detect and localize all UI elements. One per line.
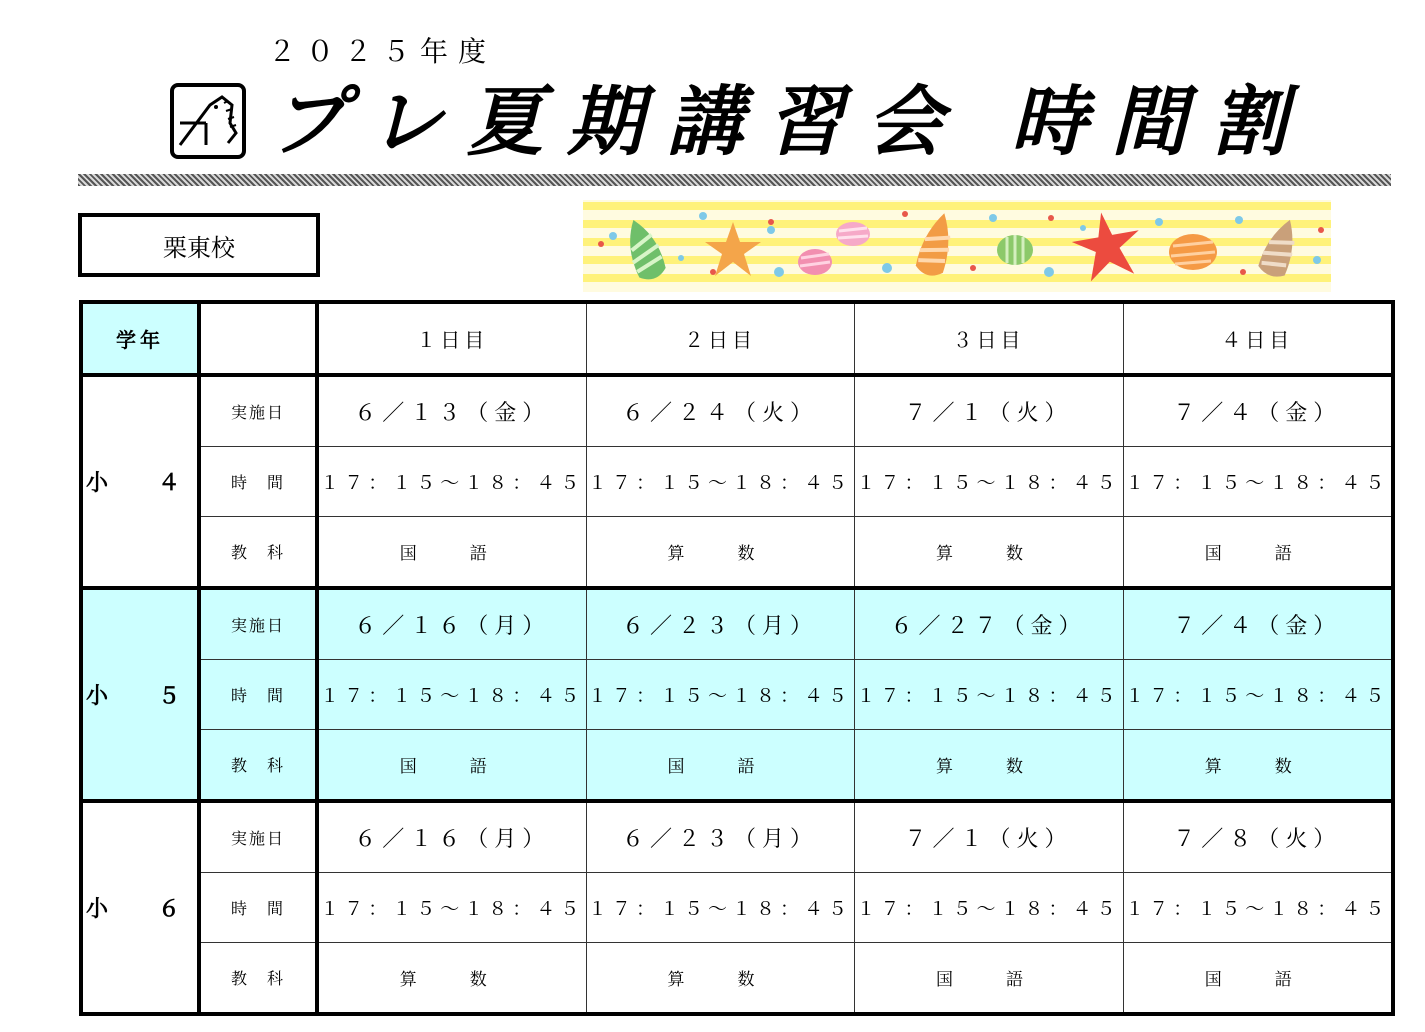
time-cell: １７：１５～１８：４５ — [1123, 660, 1393, 730]
time-cell: １７：１５～１８：４５ — [1123, 873, 1393, 943]
subject-cell: 国 語 — [586, 730, 854, 802]
subject-cell: 算 数 — [586, 517, 854, 589]
row-label-header — [199, 302, 317, 375]
time-cell: １７：１５～１８：４５ — [317, 660, 586, 730]
school-name: 栗東校 — [163, 233, 235, 262]
subject-cell: 国 語 — [1123, 943, 1393, 1015]
horse-logo-icon — [170, 83, 246, 159]
date-cell: ６／２３（月） — [586, 801, 854, 873]
subject-cell: 算 数 — [854, 517, 1123, 589]
time-cell: １７：１５～１８：４５ — [586, 660, 854, 730]
date-cell: ６／２４（火） — [586, 375, 854, 447]
row-label-time: 時 間 — [199, 660, 317, 730]
table-row — [81, 943, 1393, 1015]
date-cell: ７／１（火） — [854, 375, 1123, 447]
row-label-date: 実施日 — [199, 375, 317, 447]
row-label-time: 時 間 — [199, 447, 317, 517]
header-divider — [78, 174, 1391, 186]
time-cell: １７：１５～１８：４５ — [1123, 447, 1393, 517]
time-cell: １７：１５～１８：４５ — [854, 447, 1123, 517]
subject-cell: 算 数 — [586, 943, 854, 1015]
day-header: ３日目 — [854, 302, 1123, 375]
subject-cell: 算 数 — [854, 730, 1123, 802]
day-header: ４日目 — [1123, 302, 1393, 375]
date-cell: ６／１３（金） — [317, 375, 586, 447]
table-row — [81, 730, 1393, 802]
school-name-box — [78, 213, 320, 277]
time-cell: １７：１５～１８：４５ — [317, 873, 586, 943]
row-label-subject: 教 科 — [199, 943, 317, 1015]
time-cell: １７：１５～１８：４５ — [586, 873, 854, 943]
time-cell: １７：１５～１８：４５ — [854, 873, 1123, 943]
grade-label: 小 ５ — [81, 588, 199, 801]
grade-label: 小 ６ — [81, 801, 199, 1014]
subject-cell: 算 数 — [1123, 730, 1393, 802]
day-header: １日目 — [317, 302, 586, 375]
subject-cell: 国 語 — [317, 730, 586, 802]
grade-header: 学年 — [81, 302, 199, 375]
title-sub: 時間割 — [1010, 77, 1311, 166]
table-row — [81, 660, 1393, 730]
page-title — [270, 72, 1311, 172]
date-cell: ７／４（金） — [1123, 375, 1393, 447]
time-cell: １７：１５～１８：４５ — [317, 447, 586, 517]
school-year: ２０２５年度 — [268, 35, 497, 68]
table-row — [81, 588, 1393, 660]
seashell-banner-image — [583, 200, 1331, 292]
subject-cell: 国 語 — [1123, 517, 1393, 589]
date-cell: ６／２３（月） — [586, 588, 854, 660]
row-label-subject: 教 科 — [199, 730, 317, 802]
date-cell: ６／２７（金） — [854, 588, 1123, 660]
date-cell: ６／１６（月） — [317, 588, 586, 660]
table-row — [81, 517, 1393, 589]
row-label-time: 時 間 — [199, 873, 317, 943]
row-label-date: 実施日 — [199, 801, 317, 873]
row-label-date: 実施日 — [199, 588, 317, 660]
date-cell: ７／１（火） — [854, 801, 1123, 873]
table-row — [81, 801, 1393, 873]
subject-cell: 国 語 — [854, 943, 1123, 1015]
title-main: プレ夏期講習会 — [270, 77, 967, 166]
grade-label: 小 ４ — [81, 375, 199, 588]
subject-cell: 算 数 — [317, 943, 586, 1015]
table-row — [81, 375, 1393, 447]
time-cell: １７：１５～１８：４５ — [854, 660, 1123, 730]
subject-cell: 国 語 — [317, 517, 586, 589]
table-row — [81, 873, 1393, 943]
table-header-row — [81, 302, 1393, 375]
date-cell: ７／８（火） — [1123, 801, 1393, 873]
table-row — [81, 447, 1393, 517]
date-cell: ７／４（金） — [1123, 588, 1393, 660]
schedule-table — [79, 300, 1395, 1016]
time-cell: １７：１５～１８：４５ — [586, 447, 854, 517]
row-label-subject: 教 科 — [199, 517, 317, 589]
day-header: ２日目 — [586, 302, 854, 375]
date-cell: ６／１６（月） — [317, 801, 586, 873]
